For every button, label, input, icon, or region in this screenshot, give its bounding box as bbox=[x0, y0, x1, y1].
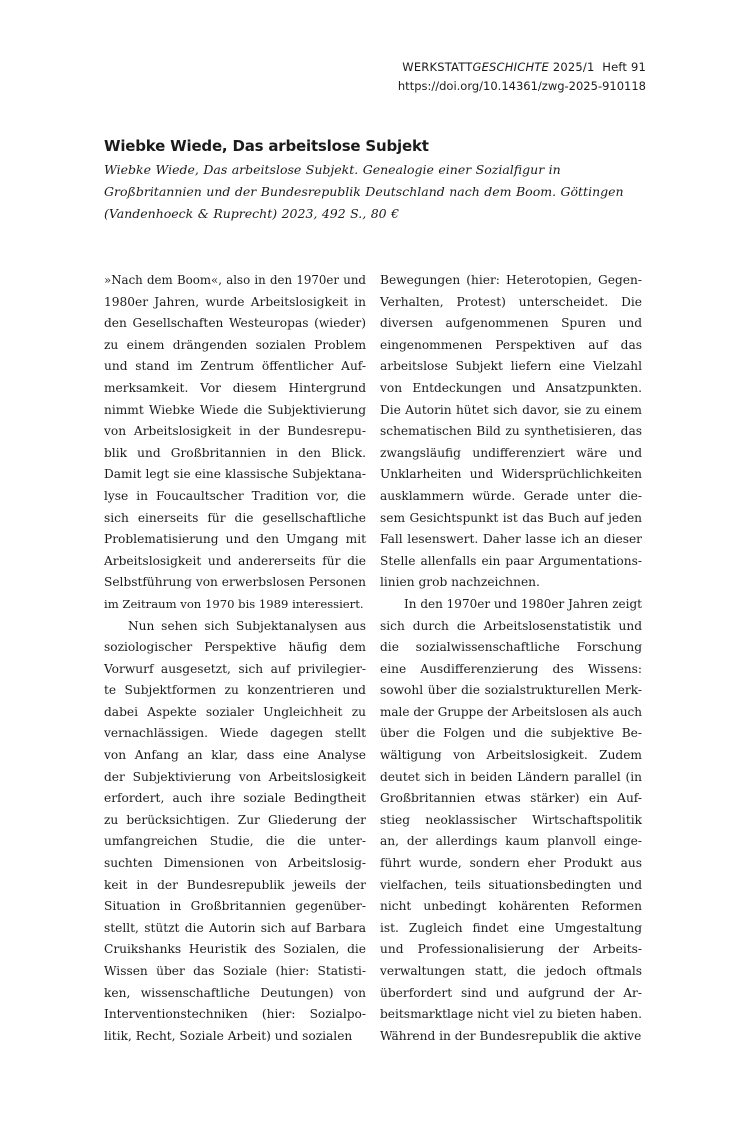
text-line: 1980er Jahren, wurde Arbeitslosigkeit in bbox=[104, 294, 366, 309]
text-line: litik, Recht, Soziale Arbeit) und sozialen bbox=[104, 1028, 353, 1043]
text-line: vielfachen, teils situationsbedingten und bbox=[380, 877, 642, 892]
text-line: ken, wissenschaftliche Deutungen) von bbox=[104, 985, 366, 1000]
text-line: Nun sehen sich Subjektanalysen aus bbox=[128, 618, 366, 633]
text-line: von Entdeckungen und Ansatzpunkten. bbox=[380, 380, 642, 395]
text-line: Während in der Bundesrepublik die aktive bbox=[380, 1028, 642, 1043]
text-line: vernachlässigen. Wiede dagegen stellt bbox=[104, 726, 366, 741]
text-line: lyse in Foucaultscher Tradition vor, die bbox=[104, 488, 366, 503]
text-line: nimmt Wiebke Wiede die Subjektivierung bbox=[104, 402, 366, 417]
text-line: ausklammern würde. Gerade unter die- bbox=[380, 488, 642, 503]
text-line: die sozialwissenschaftliche Forschung bbox=[380, 640, 642, 655]
text-line: Wissen über das Soziale (hier: Statisti- bbox=[104, 964, 366, 978]
text-line: erfordert, auch ihre soziale Bedingtheit bbox=[104, 791, 366, 806]
text-line: stellt, stützt die Autorin sich auf Barbara bbox=[104, 920, 366, 935]
text-line: male der Gruppe der Arbeitslosen als auch bbox=[380, 704, 642, 719]
text-line: soziologischer Perspektive häufig dem bbox=[104, 640, 366, 655]
journal-issue bbox=[398, 58, 646, 77]
text-line: sich einerseits für die gesellschaftliche bbox=[104, 510, 366, 525]
text-line: führt wurde, sondern eher Produkt aus bbox=[380, 856, 642, 871]
text-line: Großbritannien etwas stärker) ein Auf- bbox=[380, 791, 642, 806]
text-line: te Subjektformen zu konzentrieren und bbox=[104, 683, 366, 698]
journal-name-prefix: WERKSTATT bbox=[402, 60, 473, 74]
issue-number: 2025/1 Heft 91 bbox=[549, 60, 646, 74]
text-line: Interventionstechniken (hier: Sozialpo- bbox=[104, 1007, 366, 1022]
review-header bbox=[104, 136, 652, 225]
text-line: zu berücksichtigen. Zur Gliederung der bbox=[104, 812, 366, 827]
text-line: Cruikshanks Heuristik des Sozialen, die bbox=[104, 942, 366, 957]
text-line: Situation in Großbritannien gegenüber- bbox=[104, 899, 366, 914]
text-line: dabei Aspekte sozialer Ungleichheit zu bbox=[104, 704, 366, 719]
text-line: Unklarheiten und Widersprüchlichkeiten bbox=[380, 467, 642, 482]
text-line: Fall lesenswert. Daher lasse ich an dieser bbox=[380, 532, 642, 547]
text-line: verwaltungen statt, die jedoch oftmals bbox=[380, 964, 642, 978]
text-line: sich durch die Arbeitslosenstatistik und bbox=[380, 618, 642, 633]
text-line: Vorwurf ausgesetzt, sich auf privilegier- bbox=[104, 661, 366, 676]
text-line: stieg neoklassischer Wirtschaftspolitik bbox=[380, 812, 642, 827]
text-line: Bewegungen (hier: Heterotopien, Gegen- bbox=[380, 273, 642, 287]
text-line: im Zeitraum von 1970 bis 1989 interessiert. bbox=[104, 596, 364, 611]
text-line: Verhalten, Protest) unterscheidet. Die bbox=[380, 294, 642, 309]
text-line: und stand im Zentrum öffentlicher Auf- bbox=[104, 359, 366, 374]
text-line: umfangreichen Studie, die die unter- bbox=[104, 834, 366, 849]
text-line: schematischen Bild zu synthetisieren, das bbox=[380, 424, 642, 439]
text-line: eingenommenen Perspektiven auf das bbox=[380, 337, 642, 352]
text-line: nicht unbedingt kohärenten Reformen bbox=[380, 899, 642, 914]
text-line: den Gesellschaften Westeuropas (wieder) bbox=[104, 316, 366, 331]
text-line: Selbstführung von erwerbslosen Personen bbox=[104, 575, 366, 590]
text-line: »Nach dem Boom«, also in den 1970er und bbox=[104, 273, 366, 287]
running-head bbox=[398, 58, 646, 96]
text-line: Die Autorin hütet sich davor, sie zu einem bbox=[380, 402, 642, 417]
text-line: ist. Zugleich findet eine Umgestaltung bbox=[380, 920, 642, 935]
doi-link[interactable]: https://doi.org/10.14361/zwg-2025-910118 bbox=[397, 79, 646, 93]
text-line: blik und Großbritannien in den Blick. bbox=[104, 445, 366, 460]
text-line: zwangsläufig undifferenziert wäre und bbox=[380, 445, 642, 460]
text-line: suchten Dimensionen von Arbeitslosig- bbox=[104, 856, 366, 871]
text-line: Problematisierung und den Umgang mit bbox=[104, 532, 366, 547]
text-line: In den 1970er und 1980er Jahren zeigt bbox=[404, 596, 642, 611]
review-title: Wiebke Wiede, Das arbeitslose Subjekt bbox=[104, 137, 429, 155]
text-line: von Arbeitslosigkeit in der Bundesrepu- bbox=[104, 424, 366, 439]
text-line: über die Folgen und die subjektive Be- bbox=[380, 726, 642, 741]
text-line: sowohl über die sozialstrukturellen Merk- bbox=[380, 683, 642, 698]
text-line: keit in der Bundesrepublik jeweils der bbox=[104, 877, 366, 892]
text-line: der Subjektivierung von Arbeitslosigkeit bbox=[104, 769, 366, 784]
text-line: zu einem drängenden sozialen Problem bbox=[104, 337, 366, 352]
text-line: diversen aufgenommenen Spuren und bbox=[380, 316, 642, 331]
text-line: Arbeitslosigkeit und andererseits für die bbox=[104, 553, 366, 568]
left-column bbox=[104, 270, 366, 1047]
text-line: deutet sich in beiden Ländern parallel (in bbox=[380, 769, 642, 784]
text-line: wältigung von Arbeitslosigkeit. Zudem bbox=[380, 748, 642, 763]
text-line: von Anfang an klar, dass eine Analyse bbox=[104, 748, 366, 763]
text-line: eine Ausdifferenzierung des Wissens: bbox=[380, 661, 642, 676]
text-line: merksamkeit. Vor diesem Hintergrund bbox=[104, 380, 366, 395]
journal-name-italic: GESCHICHTE bbox=[472, 60, 549, 74]
right-column bbox=[380, 270, 642, 1047]
bibliographic-reference: Wiebke Wiede, Das arbeitslose Subjekt. Genealogie einer Sozialfigur in Großbritannien und der Bundesrepublik Deutschland nach dem Boom. Göttingen (Vandenhoeck & Ruprecht) 2023, 492 S., 80 € bbox=[104, 162, 624, 221]
text-line: linien grob nachzeichnen. bbox=[380, 575, 540, 590]
text-line: sem Gesichtspunkt ist das Buch auf jeden bbox=[380, 510, 642, 525]
text-line: Stelle allenfalls ein paar Argumentations- bbox=[380, 553, 642, 568]
text-line: Damit legt sie eine klassische Subjektana- bbox=[104, 467, 366, 482]
text-line: und Professionalisierung der Arbeits- bbox=[380, 942, 642, 957]
text-line: an, der allerdings kaum planvoll einge- bbox=[380, 834, 642, 849]
text-line: beitsmarktlage nicht viel zu bieten haben. bbox=[380, 1007, 642, 1022]
text-line: überfordert sind und aufgrund der Ar- bbox=[380, 985, 642, 1000]
text-line: arbeitslose Subjekt liefern eine Vielzahl bbox=[380, 359, 642, 374]
